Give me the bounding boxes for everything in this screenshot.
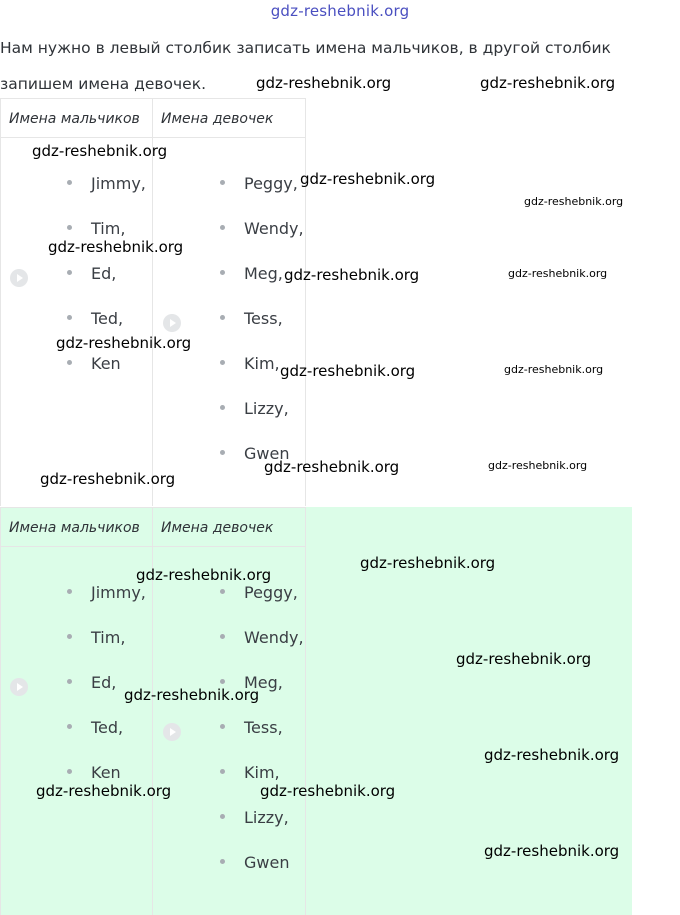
watermark: gdz-reshebnik.org [280,362,416,380]
watermark: gdz-reshebnik.org [488,459,588,472]
boys-column [0,507,153,915]
list-item: Gwen [220,435,304,480]
bullet-icon [220,270,225,275]
list-item: Tess, [220,709,304,754]
bullet-icon [67,180,72,185]
watermark: gdz-reshebnik.org [36,782,172,800]
list-item: Ted, [67,709,146,754]
list-item: Lizzy, [220,799,304,844]
play-audio-icon[interactable] [10,269,28,287]
girls-header: Имена девочек [153,507,305,547]
bullet-icon [67,589,72,594]
list-item: Ken [67,754,146,799]
boys-list [67,165,146,390]
list-item: Ed, [67,255,146,300]
list-item: Kim, [220,345,304,390]
bullet-icon [67,679,72,684]
watermark: gdz-reshebnik.org [480,74,616,92]
watermark: gdz-reshebnik.org [484,842,620,860]
watermark: gdz-reshebnik.org [508,267,608,280]
list-item: Ted, [67,300,146,345]
watermark: gdz-reshebnik.org [32,142,168,160]
bullet-icon [220,450,225,455]
list-item: Tim, [67,619,146,664]
list-item: Tess, [220,300,304,345]
bullet-icon [220,589,225,594]
girls-header: Имена девочек [153,98,305,138]
watermark: gdz-reshebnik.org [524,195,624,208]
bullet-icon [220,679,225,684]
watermark: gdz-reshebnik.org [40,470,176,488]
list-item: Peggy, [220,165,304,210]
bullet-icon [220,769,225,774]
boys-header: Имена мальчиков [1,507,152,547]
list-item: Lizzy, [220,390,304,435]
list-item: Jimmy, [67,165,146,210]
list-item: Ken [67,345,146,390]
watermark: gdz-reshebnik.org [136,566,272,584]
list-item: Ed, [67,664,146,709]
site-watermark-top: gdz-reshebnik.org [270,2,410,20]
girls-list [220,574,304,889]
bullet-icon [67,360,72,365]
bullet-icon [67,270,72,275]
bullet-icon [220,315,225,320]
girls-list [220,165,304,480]
list-item: Wendy, [220,210,304,255]
bullet-icon [220,405,225,410]
bullet-icon [67,315,72,320]
intro-text: Нам нужно в левый столбик записать имена мальчиков, в другой столбик запишем имена девочек. [0,39,611,93]
play-audio-icon[interactable] [10,678,28,696]
list-item: Tim, [67,210,146,255]
bullet-icon [220,859,225,864]
bullet-icon [220,180,225,185]
bullet-icon [220,360,225,365]
bullet-icon [67,225,72,230]
watermark: gdz-reshebnik.org [124,686,260,704]
list-item: Jimmy, [67,574,146,619]
list-item: Peggy, [220,574,304,619]
bullet-icon [220,225,225,230]
list-item: Meg, [220,255,304,300]
watermark: gdz-reshebnik.org [504,363,604,376]
bullet-icon [67,769,72,774]
bullet-icon [220,814,225,819]
boys-header: Имена мальчиков [1,98,152,138]
watermark: gdz-reshebnik.org [300,170,436,188]
watermark: gdz-reshebnik.org [256,74,392,92]
watermark: gdz-reshebnik.org [360,554,496,572]
list-item: Kim, [220,754,304,799]
watermark: gdz-reshebnik.org [260,782,396,800]
bullet-icon [67,634,72,639]
watermark: gdz-reshebnik.org [264,458,400,476]
watermark: gdz-reshebnik.org [284,266,420,284]
watermark: gdz-reshebnik.org [456,650,592,668]
list-item: Wendy, [220,619,304,664]
list-item: Gwen [220,844,304,889]
bullet-icon [220,724,225,729]
bullet-icon [220,634,225,639]
play-audio-icon[interactable] [163,723,181,741]
play-audio-icon[interactable] [163,314,181,332]
list-item: Meg, [220,664,304,709]
watermark: gdz-reshebnik.org [56,334,192,352]
watermark: gdz-reshebnik.org [48,238,184,256]
watermark: gdz-reshebnik.org [484,746,620,764]
bullet-icon [67,724,72,729]
girls-column [153,98,306,506]
